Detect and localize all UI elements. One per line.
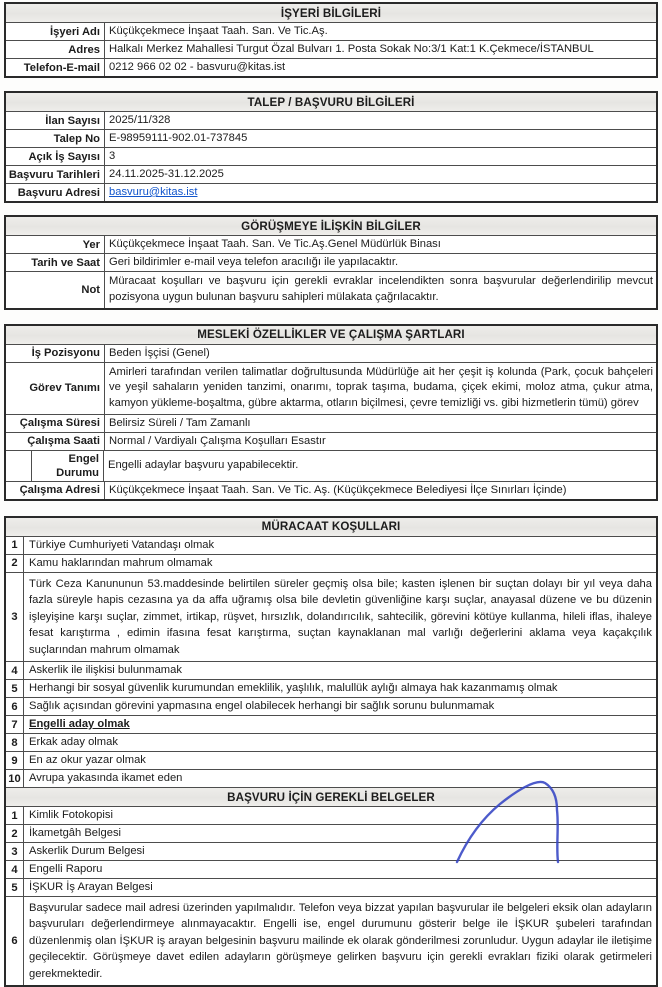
field-label-acik-is-sayisi: Açık İş Sayısı [6,148,105,165]
table-row [6,481,656,499]
condition-row [6,536,656,554]
condition-text: Engelli aday olmak [29,718,130,731]
document-text: Kimlik Fotokopisi [29,809,113,822]
document-text: Askerlik Durum Belgesi [29,845,145,858]
table-row [6,344,656,362]
field-value-telefon-email: 0212 966 02 02 - basvuru@kitas.ist [109,61,286,73]
section-title-gorusme: GÖRÜŞMEYE İLİŞKİN BİLGİLER [6,217,656,235]
table-gorusme-bilgileri [4,215,658,310]
field-value-talep-no: E-98959111-902.01-737845 [109,132,248,144]
condition-row [6,679,656,697]
section-title-mesleki: MESLEKİ ÖZELLİKLER VE ÇALIŞMA ŞARTLARI [6,326,656,344]
field-value-calisma-adresi: Küçükçekmece İnşaat Taah. San. Ve Tic. Aş. (Küçükçekmece Belediyesi İlçe Sınırları İçinde) [109,483,567,496]
document-row-note [6,896,656,985]
document-number: 4 [6,861,24,878]
field-value-yer: Küçükçekmece İnşaat Taah. San. Ve Tic.Aş.Genel Müdürlük Binası [109,238,441,250]
condition-number: 9 [6,752,24,769]
field-label-calisma-adresi: Çalışma Adresi [6,482,105,499]
document-body [4,2,658,987]
document-text: İkametgâh Belgesi [29,827,122,840]
field-value-calisma-suresi: Belirsiz Süreli / Tam Zamanlı [109,416,251,429]
table-row [6,362,656,414]
document-number: 5 [6,879,24,896]
condition-row [6,572,656,661]
table-row [6,271,656,308]
field-label-telefon-email: Telefon-E-mail [6,59,105,76]
condition-text: Askerlik ile ilişkisi bulunmamak [29,664,182,677]
field-value-basvuru-adresi [105,184,656,201]
field-label-basvuru-adresi: Başvuru Adresi [6,184,105,201]
table-muracaat-kosullari [4,516,658,987]
condition-text: Sağlık açısından görevini yapmasına engel olabilecek herhangi bir sağlık sorunu bulunmamak [29,700,495,713]
field-label-engel-durumu: Engel Durumu [32,451,104,481]
condition-text: Kamu haklarından mahrum olmamak [29,556,213,569]
field-label-is-pozisyonu: İş Pozisyonu [6,345,105,362]
field-value-tarih-ve-saat: Geri bildirimler e-mail veya telefon aracılığı ile yapılacaktır. [109,256,399,268]
document-number: 1 [6,807,24,824]
condition-text: Herhangi bir sosyal güvenlik kurumundan emeklilik, yaşlılık, malullük aylığı almaya hak kazanmamış olmak [29,682,558,695]
condition-number: 5 [6,680,24,697]
section-title-isyeri: İŞYERİ BİLGİLERİ [6,4,656,22]
document-row [6,878,656,896]
condition-number: 10 [6,770,24,787]
field-value-gorev-tanimi: Amirleri tarafından verilen talimatlar doğrultusunda Müdürlüğe ait her çeşit iş kolunda (Park, çocuk bahçeleri ve yeşil sahaların yeniden tanzimi, onarımı, toprak taşıma, budama, çiçek ekimi, moloz atma, çukur atma, kamyon yükleme-boşaltma, gübre aktarma, otların biçilmesi, çevre temizliği vs. gibi hizmetlerin tümü) görev [109,365,653,410]
table-talep-basvuru [4,91,658,203]
basvuru-email-link[interactable]: basvuru@kitas.ist [109,186,198,198]
table-row [6,450,656,481]
table-row [6,414,656,432]
condition-number: 4 [6,662,24,679]
table-row [6,235,656,253]
field-label-ilan-sayisi: İlan Sayısı [6,112,105,129]
condition-number: 3 [6,573,24,661]
field-value-isyeri-adi: Küçükçekmece İnşaat Taah. San. Ve Tic.Aş. [109,25,328,37]
field-label-basvuru-tarihleri: Başvuru Tarihleri [6,166,105,183]
field-value-engel-durumu: Engelli adaylar başvuru yapabilecektir. [108,459,299,472]
condition-number: 7 [6,716,24,733]
field-label-tarih-ve-saat: Tarih ve Saat [6,254,105,271]
field-label-adres: Adres [6,41,105,58]
condition-row [6,751,656,769]
condition-number: 6 [6,698,24,715]
condition-number: 8 [6,734,24,751]
table-row [6,147,656,165]
condition-row [6,554,656,572]
field-label-calisma-suresi: Çalışma Süresi [6,415,105,432]
field-label-yer: Yer [6,236,105,253]
table-row [6,40,656,58]
condition-row [6,697,656,715]
field-label-talep-no: Talep No [6,130,105,147]
table-row [6,58,656,76]
table-isyeri-bilgileri [4,2,658,78]
table-row [6,432,656,450]
table-row [6,111,656,129]
condition-row [6,661,656,679]
document-number: 3 [6,843,24,860]
condition-text: Türk Ceza Kanununun 53.maddesinde belirtilen süreler geçmiş olsa bile; kasten işlenen bir suçtan dolayı bir yıl veya daha fazla süreyle hapis cezasına ya da affa uğramış olsa bile devletin güvenliğine karşı suçlar, anayasal düzene ve bu düzenin işleyişine karşı suçlar, zimmet, irtikap, rüşvet, hırsızlık, dolandırıcılık, sahtecilik, görevini kötüye kullanma, hileli iflas, ihaleye fesat karıştırma , edimin ifasına fesat karıştırma, suçtan kaynaklanan mal varlığı değerlerini aklama veya kaçakçılık suçlarından mahrum olmamak [29,577,652,656]
table-mesleki-ozellikler [4,324,658,501]
field-value-basvuru-tarihleri: 24.11.2025-31.12.2025 [109,168,224,180]
field-value-not: Müracaat koşulları ve başvuru için gerekli evraklar incelendikten sonra başvurular değerlendirilip mevcut pozisyona uygun bulunan başvuru sahipleri mülakata çağrılacaktır. [109,275,653,303]
section-title-belgeler: BAŞVURU İÇİN GEREKLİ BELGELER [6,787,656,806]
field-value-acik-is-sayisi: 3 [109,150,116,162]
table-row [6,183,656,201]
field-label-isyeri-adi: İşyeri Adı [6,23,105,40]
condition-row [6,769,656,787]
condition-text: Erkak aday olmak [29,736,118,749]
field-value-is-pozisyonu: Beden İşçisi (Genel) [109,346,210,359]
field-value-calisma-saati: Normal / Vardiyalı Çalışma Koşulları Esastır [109,434,326,447]
document-number: 6 [6,897,24,985]
table-row [6,253,656,271]
document-text: Engelli Raporu [29,863,103,876]
field-value-ilan-sayisi: 2025/11/328 [109,114,171,126]
condition-text: En az okur yazar olmak [29,754,146,767]
condition-text: Türkiye Cumhuriyeti Vatandaşı olmak [29,538,215,551]
document-text: İŞKUR İş Arayan Belgesi [29,881,153,894]
table-row [6,165,656,183]
condition-text: Avrupa yakasında ikamet eden [29,772,183,785]
document-number: 2 [6,825,24,842]
field-value-adres: Halkalı Merkez Mahallesi Turgut Özal Bulvarı 1. Posta Sokak No:3/1 Kat:1 K.Çekmece/İSTANBUL [109,43,594,55]
document-text: Başvurular sadece mail adresi üzerinden yapılmalıdır. Telefon veya bizzat yapılan başvurular ile belgeleri eksik olan adayların başvuruları değerlendirmeye alınmayacaktır. Engelli ise, engel durumunu gösterir belge ile İŞKUR şubeleri tarafından düzenlenmiş olan İŞKUR iş arayan belgesinin başvuru mailinde ek olarak gönderilmesi zorunludur. Uygun adaylar ile iletişime geçilecektir. Görüşmeye davet edilen adayların görüşmeye gelirken başvuru için gerekli evrakları fiziki olarak getirmeleri gerekmektedir. [29,902,652,980]
section-title-talep: TALEP / BAŞVURU BİLGİLERİ [6,93,656,111]
document-row [6,824,656,842]
condition-row [6,733,656,751]
table-row [6,22,656,40]
field-label-not: Not [6,272,105,308]
document-row [6,842,656,860]
condition-number: 1 [6,537,24,554]
condition-row-engelli [6,715,656,733]
table-row [6,129,656,147]
field-label-gorev-tanimi: Görev Tanımı [6,363,105,414]
condition-number: 2 [6,555,24,572]
document-row [6,860,656,878]
document-row [6,806,656,824]
section-title-muracaat: MÜRACAAT KOŞULLARI [6,518,656,536]
empty-subcell [6,451,32,481]
field-label-calisma-saati: Çalışma Saati [6,433,105,450]
